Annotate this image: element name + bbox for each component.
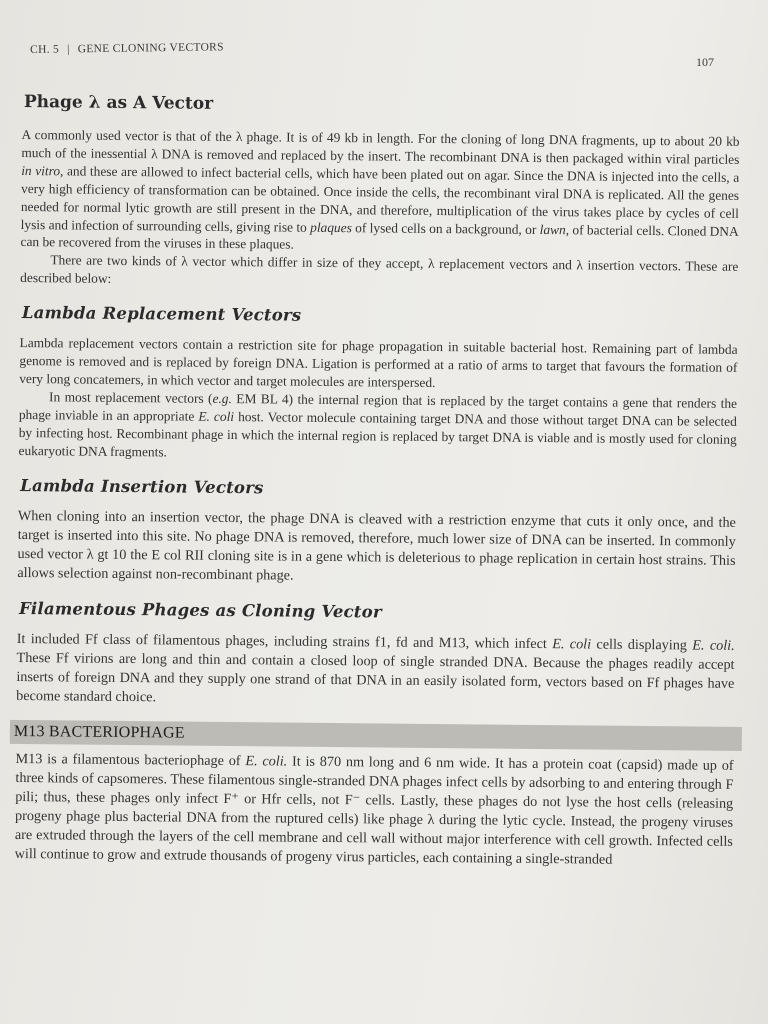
section-phage-lambda [20,92,740,294]
paragraph-filamentous-1 [16,629,735,712]
section-lambda-replacement [18,303,737,466]
italic-eg: e.g. [212,390,232,406]
text-run: These Ff virions are long and thin and contain a closed loop of single stranded DNA. Because the phages readily accept inserts of foreign DNA and they supply one strand of that DNA in an easily isolated form, vectors based on Ff phages have become standard choice. [16,649,735,705]
italic-e-coli: E. coli [552,635,592,652]
text-run: , of bacterial cells. Cloned DNA can be recovered from the viruses in these plaques. [20,221,739,253]
section-heading-phage-lambda: Phage λ as A Vector [23,92,214,114]
italic-in-vitro: in vitro [21,162,61,179]
text-run: It included Ff class of filamentous phages, including strains f1, fd and M13, which infect [16,630,553,652]
paragraph-m13-1 [15,749,734,870]
text-run: EM BL 4) the internal region that is replaced by the target contains a gene that renders the phage inviable in an appropriate [18,390,738,424]
page-number: 107 [696,55,714,69]
paragraph-replacement-2 [18,388,737,467]
running-head-separator: | [66,43,70,56]
paragraph-phage-lambda-1 [20,126,739,258]
section-heading-lambda-replacement: Lambda Replacement Vectors [21,303,302,325]
section-m13-bacteriophage [15,719,734,870]
paragraph-phage-lambda-2: There are two kinds of λ vector which differ in size of they accept, λ replacement vectors and λ insertion vectors. These are described below: [20,252,739,287]
chapter-number: CH. 5 [30,43,60,56]
text-run: cells displaying [591,635,693,653]
page-body [15,92,740,870]
text-run: , and these are allowed to infect bacterial cells, which have been plated out on agar. Since the DNA is injected into the cells, a very high efficiency of transformation can be obtained. Once inside the cells, the recombinant viral DNA is replicated. All the genes needed for normal lytic growth are still present in the DNA, and therefore, multiplication of the virus takes place by cycles of cell lysis and infection of surrounding cells, giving rise to [20,163,740,235]
italic-e-coli: E. coli [198,408,235,424]
text-run: It is 870 nm long and 6 nm wide. It has a protein coat (capsid) made up of three kinds of capsomeres. These filamentous single-stranded DNA phages infect cells by adsorbing to and entering through F pili; thus, these phages only infect F⁺ or Hfr cells, not F⁻ cells. Lastly, these phages do not lyse the host cells (releasing progeny phage plus bacterial DNA from the ruptured cells) like phage λ during the lytic cycle. Instead, the progeny viruses are extruded through the layers of the cell membrane and cell wall without major interference with cell growth. Infected cells will continue to grow and extrude thousands of progeny virus particles, each containing a single-stranded [14,753,734,868]
italic-e-coli: E. coli. [245,752,288,770]
section-heading-lambda-insertion: Lambda Insertion Vectors [20,475,264,497]
text-run: host. Vector molecule containing target DNA and those without target DNA can be selected by infecting host. Recombinant phage in which the internal region is replaced by target DNA is viable and is mostly used for cloning eukaryotic DNA fragments. [18,408,737,460]
italic-lawn: lawn [539,221,566,237]
section-heading-m13-bacteriophage: M13 BACTERIOPHAGE [10,719,742,750]
text-run: of lysed cells on a background, or [351,219,540,237]
text-run: In most replacement vectors ( [49,389,213,406]
text-run: M13 is a filamentous bacteriophage of [15,750,246,769]
paragraph-replacement-1: Lambda replacement vectors contain a restriction site for phage propagation in suitable bacterial host. Remaining part of lambda genome is removed and is replaced by foreign DNA. Ligation is performed at a ratio of arms to target that favours the formation of very long concatemers, in which vector and target molecules are interspersed. [19,335,738,390]
italic-plaques: plaques [310,219,352,235]
section-filamentous-phages [16,598,735,712]
section-heading-filamentous-phages: Filamentous Phages as Cloning Vector [18,598,382,621]
section-lambda-insertion [17,475,736,589]
chapter-title: GENE CLONING VECTORS [77,41,224,56]
paragraph-insertion-1: When cloning into an insertion vector, the phage DNA is cleaved with a restriction enzyme that cuts it only once, and the target is inserted into this site. No phage DNA is removed, therefore, much lower size of DNA can be inserted. In commonly used vector λ gt 10 the E col RII cloning site is in a gene which is deleterious to phage replication in certain host strains. This allows selection against non-recombinant phage. [17,507,736,584]
text-run: A commonly used vector is that of the λ phage. It is of 49 kb in length. For the cloning of long DNA fragments, up to about 20 kb much of the inessential λ DNA is removed and replaced by the insert. The recombinant DNA is then packaged within viral particles [21,126,740,167]
italic-e-coli: E. coli. [692,636,735,654]
running-head [30,34,720,56]
